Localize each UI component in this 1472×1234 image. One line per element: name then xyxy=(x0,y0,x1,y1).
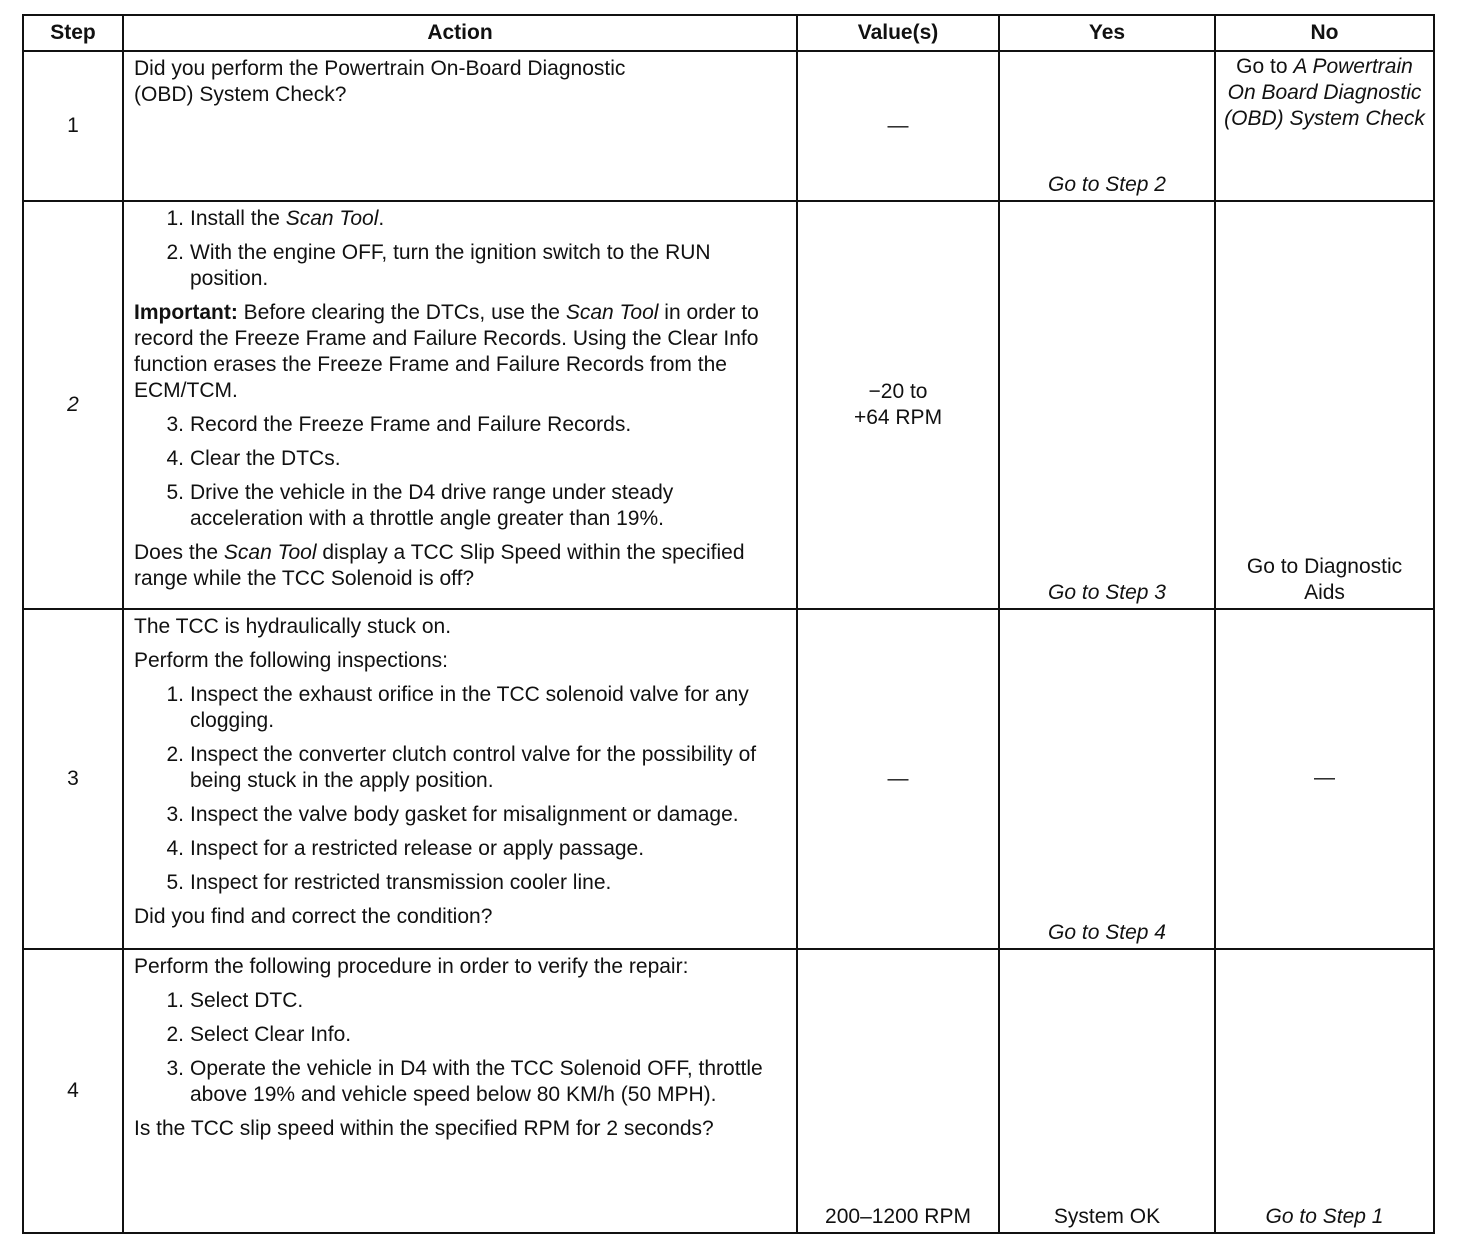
question-text-post: display a TCC Slip Speed within the specified range while the TCC Solenoid is off? xyxy=(134,541,745,590)
important-note xyxy=(134,300,784,404)
list-item xyxy=(134,742,784,794)
action-list xyxy=(134,206,784,292)
step-number: 1 xyxy=(23,51,123,201)
value-line: −20 to xyxy=(868,380,928,403)
step-number: 2 xyxy=(23,201,123,609)
list-item xyxy=(134,1056,784,1108)
list-number: 4. xyxy=(166,447,184,470)
header-row xyxy=(23,15,1434,51)
list-text: Operate the vehicle in D4 with the TCC Solenoid OFF, throttle above 19% and vehicle speed below 80 KM/h (50 MPH). xyxy=(190,1057,763,1106)
yes-cell: System OK xyxy=(999,949,1215,1233)
no-cell xyxy=(1215,51,1434,201)
action-question: Is the TCC slip speed within the specified RPM for 2 seconds? xyxy=(134,1117,714,1140)
list-number: 3. xyxy=(166,803,184,826)
list-text xyxy=(190,206,784,232)
list-text: Select DTC. xyxy=(190,989,304,1012)
list-item xyxy=(134,480,784,532)
list-text: Inspect for restricted transmission cooler line. xyxy=(190,871,612,894)
list-text: Inspect for a restricted release or apply passage. xyxy=(190,837,645,860)
table-row xyxy=(23,51,1434,201)
list-text: Clear the DTCs. xyxy=(190,447,341,470)
action-cell xyxy=(123,609,797,949)
list-number: 5. xyxy=(166,871,184,894)
value-line: +64 RPM xyxy=(853,406,943,429)
action-question xyxy=(134,540,784,592)
value-cell: — xyxy=(797,51,999,201)
list-item xyxy=(134,988,784,1014)
list-text: Inspect the valve body gasket for misalignment or damage. xyxy=(190,803,739,826)
important-text-post: in order to record the Freeze Frame and Failure Records. Using the Clear Info function erases the Freeze Frame and Failure Records from the ECM/TCM. xyxy=(134,301,759,402)
list-number: 5. xyxy=(166,481,184,504)
list-item xyxy=(134,802,784,828)
action-intro: The TCC is hydraulically stuck on. xyxy=(134,615,452,638)
list-text: Record the Freeze Frame and Failure Records. xyxy=(190,413,632,436)
list-text: Inspect the exhaust orifice in the TCC solenoid valve for any clogging. xyxy=(190,683,749,732)
list-item xyxy=(134,206,784,232)
no-prefix: Go to xyxy=(1236,55,1288,78)
header-no: No xyxy=(1215,15,1434,51)
action-cell xyxy=(123,201,797,609)
step-number: 3 xyxy=(23,609,123,949)
list-text: Select Clear Info. xyxy=(190,1023,352,1046)
yes-cell: Go to Step 4 xyxy=(999,609,1215,949)
question-text-emphasis: Scan Tool xyxy=(223,541,317,564)
list-item xyxy=(134,836,784,862)
no-cell: Go to Diagnostic Aids xyxy=(1215,201,1434,609)
diagnostic-table xyxy=(22,14,1435,1234)
header-values: Value(s) xyxy=(797,15,999,51)
list-item xyxy=(134,412,784,438)
list-number: 4. xyxy=(166,837,184,860)
action-question: Did you perform the Powertrain On-Board Diagnostic (OBD) System Check? xyxy=(134,57,626,106)
list-number: 1. xyxy=(166,683,184,706)
list-number: 1. xyxy=(166,207,184,230)
yes-cell: Go to Step 3 xyxy=(999,201,1215,609)
important-text-pre: Before clearing the DTCs, use the xyxy=(237,301,566,324)
action-cell xyxy=(123,949,797,1233)
list-text: With the engine OFF, turn the ignition switch to the RUN position. xyxy=(190,241,711,290)
value-cell xyxy=(797,201,999,609)
value-cell: — xyxy=(797,609,999,949)
header-step: Step xyxy=(23,15,123,51)
action-list xyxy=(134,988,784,1108)
list-item xyxy=(134,682,784,734)
list-item xyxy=(134,870,784,896)
value-cell: 200–1200 RPM xyxy=(797,949,999,1233)
step-number: 4 xyxy=(23,949,123,1233)
list-number: 2. xyxy=(166,1023,184,1046)
list-number: 2. xyxy=(166,743,184,766)
list-number: 3. xyxy=(166,1057,184,1080)
action-list xyxy=(134,682,784,896)
header-yes: Yes xyxy=(999,15,1215,51)
table-row xyxy=(23,609,1434,949)
list-text-emphasis: Scan Tool xyxy=(285,207,379,230)
no-cell: — xyxy=(1215,609,1434,949)
list-number: 1. xyxy=(166,989,184,1012)
action-cell xyxy=(123,51,797,201)
action-intro: Perform the following procedure in order to verify the repair: xyxy=(134,955,689,978)
action-question: Did you find and correct the condition? xyxy=(134,905,493,928)
list-item xyxy=(134,446,784,472)
table-row xyxy=(23,201,1434,609)
list-number: 2. xyxy=(166,241,184,264)
list-text: Inspect the converter clutch control valve for the possibility of being stuck in the apply position. xyxy=(190,743,757,792)
action-list xyxy=(134,412,784,532)
yes-cell: Go to Step 2 xyxy=(999,51,1215,201)
list-text: Drive the vehicle in the D4 drive range under steady acceleration with a throttle angle greater than 19%. xyxy=(190,481,674,530)
important-text-emphasis: Scan Tool xyxy=(565,301,659,324)
no-reference: A Powertrain On Board Diagnostic (OBD) System Check xyxy=(1224,55,1425,130)
list-item xyxy=(134,240,784,292)
question-text-pre: Does the xyxy=(134,541,224,564)
list-text-post: . xyxy=(378,207,385,230)
list-text-pre: Install the xyxy=(190,207,286,230)
important-label: Important: xyxy=(134,301,238,324)
list-item xyxy=(134,1022,784,1048)
action-intro: Perform the following inspections: xyxy=(134,649,448,672)
list-number: 3. xyxy=(166,413,184,436)
header-action: Action xyxy=(123,15,797,51)
table-row xyxy=(23,949,1434,1233)
no-cell: Go to Step 1 xyxy=(1215,949,1434,1233)
